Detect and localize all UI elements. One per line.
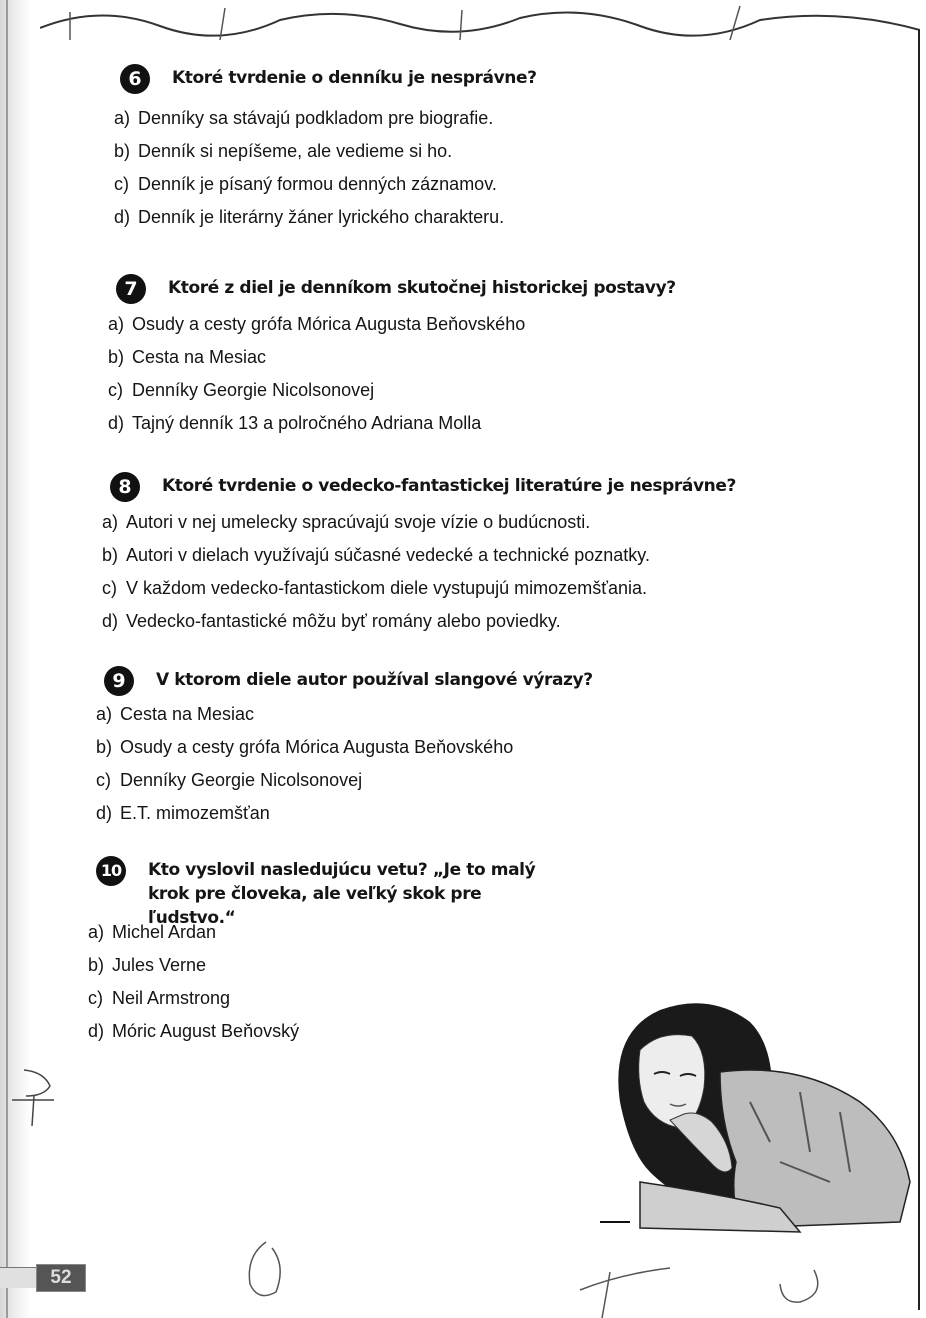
question-text: Ktoré tvrdenie o denníku je nesprávne? xyxy=(172,68,537,88)
page-number: 52 xyxy=(36,1264,86,1292)
question-text: Ktoré z diel je denníkom skutočnej historickej postavy? xyxy=(168,278,676,298)
answer-option: d) Tajný denník 13 a polročného Adriana Molla xyxy=(108,413,482,433)
answer-option: a) Autori v nej umelecky spracúvajú svoje vízie o budúcnosti. xyxy=(102,512,591,532)
question-number-badge: 10 xyxy=(96,856,126,886)
answer-option: a) Osudy a cesty grófa Mórica Augusta Beňovského xyxy=(108,314,526,334)
answer-option: c) Denníky Georgie Nicolsonovej xyxy=(96,770,363,790)
answer-option: d) Vedecko-fantastické môžu byť romány alebo poviedky. xyxy=(102,611,561,631)
question-number-badge: 6 xyxy=(120,64,150,94)
question-text: Kto vyslovil nasledujúcu vetu? „Je to malý krok pre človeka, ale veľký skok pre ľudstvo.“ xyxy=(148,860,536,928)
answer-option: c) Denník je písaný formou denných záznamov. xyxy=(114,174,497,194)
question-8 xyxy=(102,474,736,638)
answer-option: b) Denník si nepíšeme, ale vedieme si ho. xyxy=(114,141,453,161)
answer-option: b) Osudy a cesty grófa Mórica Augusta Beňovského xyxy=(96,737,514,757)
answer-options xyxy=(88,916,299,1048)
question-10 xyxy=(88,858,536,1048)
answer-options xyxy=(102,506,650,638)
question-number-badge: 7 xyxy=(116,274,146,304)
answer-option: d) Móric August Beňovský xyxy=(88,1021,300,1041)
top-decorative-border xyxy=(40,0,920,40)
pencil-scribble xyxy=(4,1060,64,1130)
answer-options xyxy=(114,102,504,234)
answer-option: b) Cesta na Mesiac xyxy=(108,347,267,367)
question-text: V ktorom diele autor používal slangové výrazy? xyxy=(156,670,593,690)
question-9 xyxy=(96,668,593,830)
question-6 xyxy=(114,66,537,234)
answer-option: c) V každom vedecko-fantastickom diele vystupujú mimozemšťania. xyxy=(102,578,647,598)
pencil-scribble xyxy=(236,1236,296,1306)
answer-option: c) Denníky Georgie Nicolsonovej xyxy=(108,380,375,400)
answer-option: b) Autori v dielach využívajú súčasné vedecké a technické poznatky. xyxy=(102,545,650,565)
question-7 xyxy=(108,276,676,440)
answer-options xyxy=(96,698,513,830)
footer-bar xyxy=(0,1267,36,1288)
question-text: Ktoré tvrdenie o vedecko-fantastickej literatúre je nesprávne? xyxy=(162,476,736,496)
girl-thinking-illustration xyxy=(600,992,920,1242)
question-number-badge: 9 xyxy=(104,666,134,696)
answer-option: a) Denníky sa stávajú podkladom pre biografie. xyxy=(114,108,494,128)
answer-option: a) Michel Ardan xyxy=(88,922,217,942)
answer-option: c) Neil Armstrong xyxy=(88,988,231,1008)
question-number-badge: 8 xyxy=(110,472,140,502)
answer-option: b) Jules Verne xyxy=(88,955,207,975)
pencil-scribble xyxy=(770,1264,830,1314)
pencil-scribble xyxy=(570,1260,680,1318)
answer-option: d) E.T. mimozemšťan xyxy=(96,803,270,823)
answer-option: d) Denník je literárny žáner lyrického charakteru. xyxy=(114,207,505,227)
answer-option: a) Cesta na Mesiac xyxy=(96,704,255,724)
answer-options xyxy=(108,308,525,440)
